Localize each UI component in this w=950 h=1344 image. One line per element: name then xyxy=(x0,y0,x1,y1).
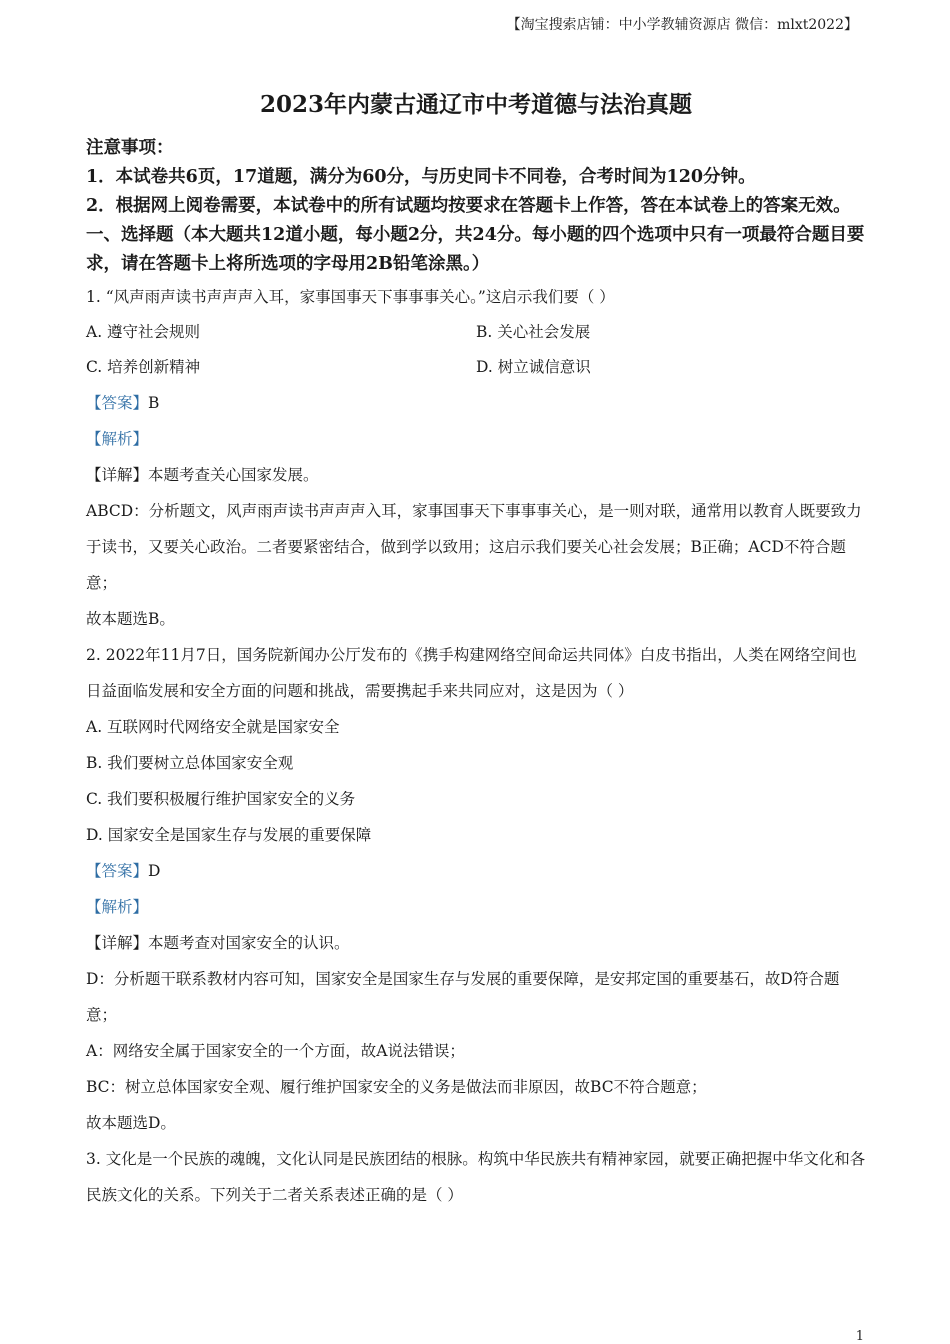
question-2-explanation-bc: BC：树立总体国家安全观、履行维护国家安全的义务是做法而非原因，故BC不符合题意； xyxy=(86,1078,707,1096)
question-2-option-a: A. 互联网时代网络安全就是国家安全 xyxy=(86,718,340,736)
question-1-options-row-1 xyxy=(86,315,866,350)
question-1-explanation: ABCD：分析题文，风声雨声读书声声声入耳，家事国事天下事事事关心，是一则对联，通常用以教育人既要致力于读书，又要关心政治。二者要紧密结合，做到学以致用；这启示我们要关心社会发展；B正确；ACD不符合题意； xyxy=(86,502,862,592)
question-1-analysis-tag: 【解析】 xyxy=(86,430,149,448)
page-number: 1 xyxy=(855,1329,864,1344)
header-note: 【淘宝搜索店铺：中小学教辅资源店 微信：mlxt2022】 xyxy=(506,17,858,33)
question-1-option-d: D. 树立诚信意识 xyxy=(476,358,591,376)
question-2-answer xyxy=(86,853,866,889)
question-2-conclusion: 故本题选D。 xyxy=(86,1114,176,1132)
answer-tag: 【答案】 xyxy=(86,862,149,880)
question-1-option-b: B. 关心社会发展 xyxy=(476,323,591,341)
question-1-options-row-2 xyxy=(86,350,866,385)
question-2-explanation-d: D：分析题干联系教材内容可知，国家安全是国家生存与发展的重要保障，是安邦定国的重要基石，故D符合题意； xyxy=(86,970,840,1024)
question-1-option-c: C. 培养创新精神 xyxy=(86,358,201,376)
question-1-answer xyxy=(86,385,866,421)
question-2-explanation-a: A：网络安全属于国家安全的一个方面，故A说法错误； xyxy=(86,1042,465,1060)
notice-item-2: 2．根据网上阅卷需要，本试卷中的所有试题均按要求在答题卡上作答，答在本试卷上的答案无效。 xyxy=(86,196,851,216)
question-1-option-a: A. 遵守社会规则 xyxy=(86,323,201,341)
question-1-stem: 1. “风声雨声读书声声声入耳，家事国事天下事事事关心。”这启示我们要（ ） xyxy=(86,288,615,306)
question-2-stem: 2. 2022年11月7日，国务院新闻办公厅发布的《携手构建网络空间命运共同体》白皮书指出，人类在网络空间也日益面临发展和安全方面的问题和挑战，需要携起手来共同应对，这是因为（ ） xyxy=(86,646,857,700)
notice-heading: 注意事项： xyxy=(86,138,174,158)
question-2-analysis-tag: 【解析】 xyxy=(86,898,149,916)
answer-value: D xyxy=(148,862,161,880)
question-3-stem: 3. 文化是一个民族的魂魄，文化认同是民族团结的根脉。构筑中华民族共有精神家园，就要正确把握中华文化和各民族文化的关系。下列关于二者关系表述正确的是（ ） xyxy=(86,1150,866,1204)
answer-tag: 【答案】 xyxy=(86,394,149,412)
question-2-option-c: C. 我们要积极履行维护国家安全的义务 xyxy=(86,790,356,808)
answer-value: B xyxy=(148,394,160,412)
question-1-conclusion: 故本题选B。 xyxy=(86,610,175,628)
page-title: 2023年内蒙古通辽市中考道德与法治真题 xyxy=(259,91,692,118)
question-2-detail: 【详解】本题考查对国家安全的认识。 xyxy=(86,934,350,952)
notice-item-1: 1．本试卷共6页，17道题，满分为60分，与历史同卡不同卷，合考时间为120分钟。 xyxy=(86,167,756,187)
section-heading: 一、选择题（本大题共12道小题，每小题2分，共24分。每小题的四个选项中只有一项最符合题目要求，请在答题卡上将所选项的字母用2B铅笔涂黑。） xyxy=(86,225,865,274)
question-1-detail: 【详解】本题考查关心国家发展。 xyxy=(86,466,319,484)
question-2-option-d: D. 国家安全是国家生存与发展的重要保障 xyxy=(86,826,372,844)
question-2-option-b: B. 我们要树立总体国家安全观 xyxy=(86,754,294,772)
document-body xyxy=(86,88,866,1213)
